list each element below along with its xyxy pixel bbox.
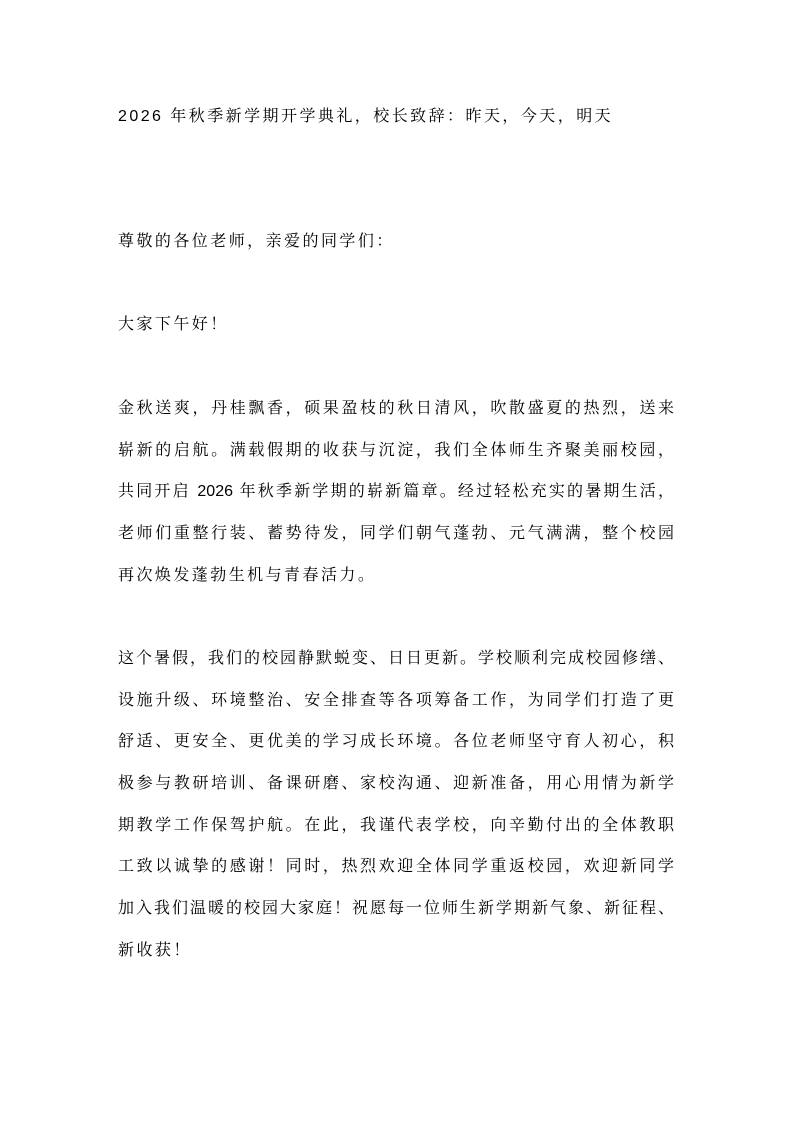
paragraph-line: 金秋送爽，丹桂飘香，硕果盈枝的秋日清风，吹散盛夏的热烈，送来 xyxy=(118,399,674,417)
paragraph-line: 加入我们温暖的校园大家庭！祝愿每一位师生新学期新气象、新征程、 xyxy=(118,900,674,918)
paragraph-1 xyxy=(118,388,674,596)
paragraph-line: 期教学工作保驾护航。在此，我谨代表学校，向辛勤付出的全体教职 xyxy=(118,816,674,834)
paragraph-line: 新收获！ xyxy=(118,941,192,959)
paragraph-line: 再次焕发蓬勃生机与青春活力。 xyxy=(118,566,377,584)
paragraph-line: 老师们重整行装、蓄势待发，同学们朝气蓬勃、元气满满，整个校园 xyxy=(118,524,674,542)
salutation: 尊敬的各位老师，亲爱的同学们： xyxy=(118,233,395,251)
paragraph-line: 极参与教研培训、备课研磨、家校沟通、迎新准备，用心用情为新学 xyxy=(118,775,674,793)
document-body xyxy=(118,96,674,971)
paragraph-line: 这个暑假，我们的校园静默蜕变、日日更新。学校顺利完成校园修缮、 xyxy=(118,649,674,667)
greeting: 大家下午好！ xyxy=(118,316,229,334)
paragraph-line: 设施升级、环境整治、安全排查等各项筹备工作，为同学们打造了更 xyxy=(118,691,674,709)
paragraph-line: 舒适、更安全、更优美的学习成长环境。各位老师坚守育人初心，积 xyxy=(118,733,674,751)
paragraph-line: 工致以诚挚的感谢！同时，热烈欢迎全体同学重返校园，欢迎新同学 xyxy=(118,858,674,876)
document-title: 2026 年秋季新学期开学典礼，校长致辞：昨天，今天，明天 xyxy=(118,108,614,125)
paragraph-2 xyxy=(118,638,674,972)
paragraph-line: 共同开启 2026 年秋季新学期的崭新篇章。经过轻松充实的暑期生活， xyxy=(118,483,674,501)
paragraph-line: 崭新的启航。满载假期的收获与沉淀，我们全体师生齐聚美丽校园， xyxy=(118,441,674,459)
